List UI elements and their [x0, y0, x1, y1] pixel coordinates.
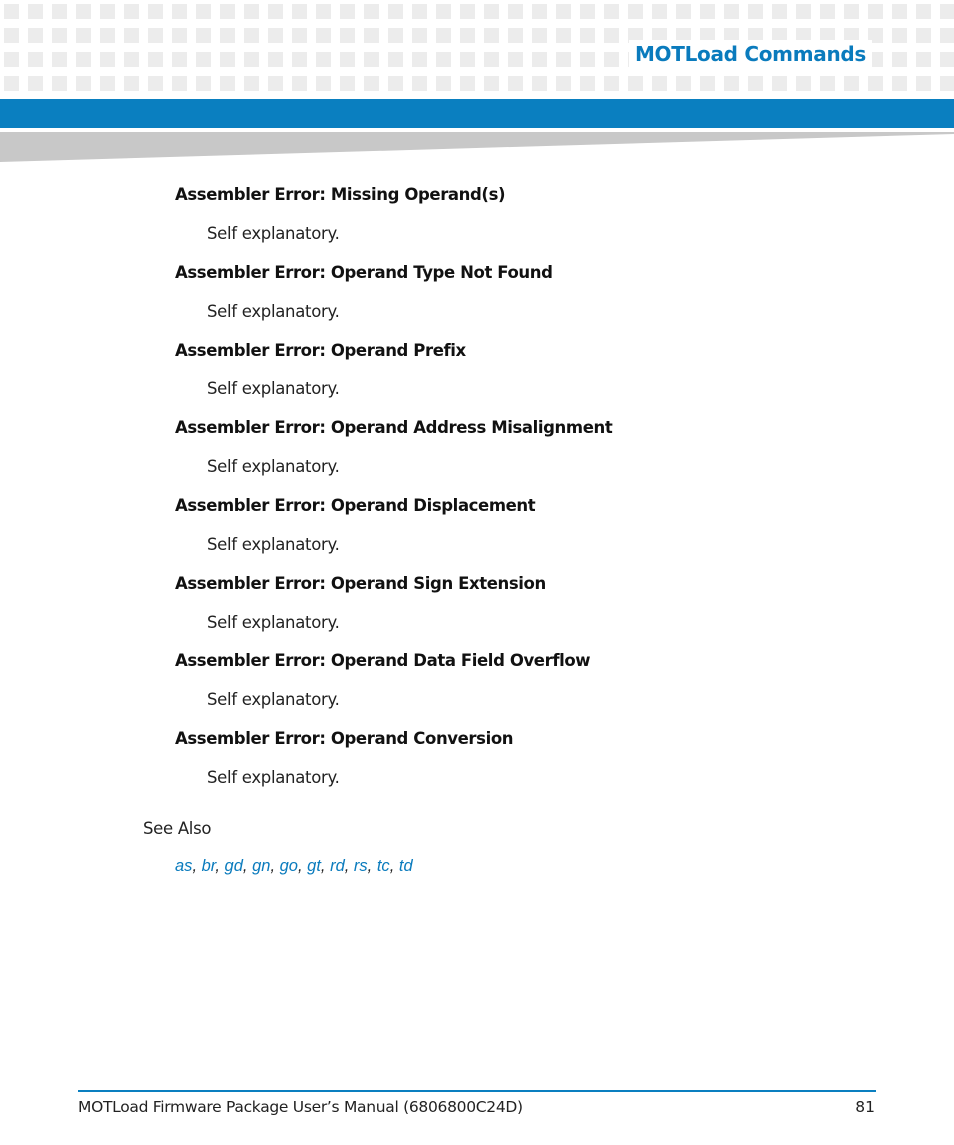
header-pattern-square — [4, 28, 19, 43]
link-tc[interactable]: tc — [376, 857, 390, 875]
header-pattern-square — [580, 4, 595, 19]
header-pattern-square — [772, 4, 787, 19]
link-separator: , — [270, 857, 280, 875]
header-pattern-square — [796, 4, 811, 19]
header-pattern-square — [124, 4, 139, 19]
header-pattern-square — [604, 52, 619, 67]
header-pattern-square — [556, 76, 571, 91]
link-gd[interactable]: gd — [224, 857, 243, 875]
header-pattern-square — [268, 4, 283, 19]
header-pattern-square — [628, 76, 643, 91]
header-pattern-square — [388, 52, 403, 67]
header-pattern-square — [892, 4, 907, 19]
header-pattern-square — [100, 76, 115, 91]
header-pattern-square — [220, 4, 235, 19]
header-pattern-square — [52, 28, 67, 43]
header-pattern-square — [940, 76, 954, 91]
header-pattern-square — [172, 76, 187, 91]
header-pattern-square — [196, 4, 211, 19]
header-pattern-square — [28, 52, 43, 67]
header-pattern-square — [652, 76, 667, 91]
link-gt[interactable]: gt — [307, 857, 321, 875]
header-pattern-square — [508, 4, 523, 19]
header-pattern-square — [4, 52, 19, 67]
error-entry-title: Assembler Error: Operand Address Misalignment — [175, 418, 613, 437]
header-pattern-square — [724, 76, 739, 91]
header-pattern-square — [556, 28, 571, 43]
header-pattern-square — [916, 4, 931, 19]
header-pattern-square — [412, 4, 427, 19]
header-pattern-square — [340, 52, 355, 67]
header-pattern-square — [340, 28, 355, 43]
link-separator: , — [320, 857, 331, 875]
header-pattern-square — [124, 28, 139, 43]
header-pattern-square — [148, 52, 163, 67]
header-pattern-square — [436, 4, 451, 19]
header-pattern-square — [940, 52, 954, 67]
header-pattern-square — [412, 76, 427, 91]
error-entry-description: Self explanatory. — [207, 302, 340, 321]
header-pattern-square — [748, 4, 763, 19]
header-pattern-square — [388, 76, 403, 91]
header-pattern-square — [580, 28, 595, 43]
see-also-heading: See Also — [143, 819, 212, 838]
header-pattern-square — [52, 4, 67, 19]
header-pattern-square — [76, 76, 91, 91]
header-pattern-square — [532, 52, 547, 67]
header-pattern-square — [4, 4, 19, 19]
header-pattern-square — [556, 4, 571, 19]
header-pattern-square — [460, 52, 475, 67]
header-pattern-square — [268, 52, 283, 67]
header-pattern-square — [916, 52, 931, 67]
header-pattern-square — [508, 76, 523, 91]
header-pattern-square — [916, 76, 931, 91]
header-pattern-square — [100, 4, 115, 19]
link-td[interactable]: td — [398, 857, 413, 875]
header-pattern-square — [364, 76, 379, 91]
error-entry-title: Assembler Error: Operand Prefix — [175, 341, 466, 360]
error-entry-description: Self explanatory. — [207, 768, 340, 787]
header-pattern-square — [940, 4, 954, 19]
header-pattern-square — [460, 76, 475, 91]
link-separator: , — [367, 857, 377, 875]
header-pattern-square — [292, 52, 307, 67]
header-pattern-square — [628, 4, 643, 19]
error-entry-title: Assembler Error: Operand Sign Extension — [175, 574, 546, 593]
header-pattern-square — [220, 76, 235, 91]
header-pattern-square — [652, 4, 667, 19]
header-pattern-square — [532, 28, 547, 43]
header-pattern-square — [892, 28, 907, 43]
footer-page-number: 81 — [855, 1098, 875, 1116]
header-pattern-square — [316, 4, 331, 19]
error-entry-title: Assembler Error: Operand Data Field Overflow — [175, 651, 591, 670]
header-pattern-square — [28, 28, 43, 43]
header-pattern-square — [268, 28, 283, 43]
header-pattern-square — [340, 76, 355, 91]
header-pattern-square — [412, 28, 427, 43]
header-pattern-square — [244, 28, 259, 43]
header-pattern-square — [436, 28, 451, 43]
header-pattern-square — [484, 52, 499, 67]
header-pattern-square — [604, 4, 619, 19]
error-entry-description: Self explanatory. — [207, 457, 340, 476]
header-pattern-square — [724, 4, 739, 19]
error-entry-description: Self explanatory. — [207, 379, 340, 398]
error-entry-description: Self explanatory. — [207, 224, 340, 243]
link-separator: , — [344, 857, 354, 875]
header-pattern-square — [940, 28, 954, 43]
header-blue-band — [0, 99, 954, 128]
header-pattern-square — [916, 28, 931, 43]
header-pattern-square — [292, 76, 307, 91]
header-pattern-square — [316, 52, 331, 67]
header-pattern-square — [868, 4, 883, 19]
header-pattern-square — [532, 76, 547, 91]
error-entry-title: Assembler Error: Operand Conversion — [175, 729, 514, 748]
header-pattern-square — [172, 4, 187, 19]
header-pattern-square — [268, 76, 283, 91]
link-separator: , — [242, 857, 253, 875]
header-pattern-square — [148, 28, 163, 43]
error-entry-description: Self explanatory. — [207, 535, 340, 554]
header-pattern-square — [748, 76, 763, 91]
header-pattern-square — [100, 52, 115, 67]
header-pattern-square — [556, 52, 571, 67]
header-pattern-square — [292, 28, 307, 43]
header-pattern-square — [196, 52, 211, 67]
header-pattern-square — [148, 76, 163, 91]
header-pattern-square — [244, 52, 259, 67]
header-pattern-square — [364, 52, 379, 67]
header-pattern-square — [316, 76, 331, 91]
header-pattern-square — [124, 52, 139, 67]
header-pattern-square — [580, 52, 595, 67]
header-pattern-square — [52, 76, 67, 91]
header-pattern-square — [364, 28, 379, 43]
header-pattern-square — [244, 4, 259, 19]
header-pattern-square — [700, 4, 715, 19]
header-pattern-square — [388, 4, 403, 19]
header-pattern-square — [892, 52, 907, 67]
header-pattern-square — [820, 76, 835, 91]
header-pattern-square — [604, 76, 619, 91]
header-pattern-square — [412, 52, 427, 67]
header-pattern-square — [436, 76, 451, 91]
header-pattern-square — [436, 52, 451, 67]
header-pattern-square — [316, 28, 331, 43]
link-br[interactable]: br — [201, 857, 216, 875]
header-pattern-square — [676, 76, 691, 91]
header-pattern-square — [28, 76, 43, 91]
header-pattern-square — [220, 52, 235, 67]
header-pattern-square — [460, 4, 475, 19]
link-gn[interactable]: gn — [252, 857, 271, 875]
header-pattern-square — [820, 4, 835, 19]
header-pattern-square — [148, 4, 163, 19]
link-separator: , — [297, 857, 308, 875]
link-separator: , — [215, 857, 225, 875]
header-pattern-square — [76, 28, 91, 43]
header-pattern-square — [388, 28, 403, 43]
link-separator: , — [389, 857, 399, 875]
error-entry-title: Assembler Error: Missing Operand(s) — [175, 185, 506, 204]
header-pattern-square — [100, 28, 115, 43]
footer-manual-title: MOTLoad Firmware Package User’s Manual (6806800C24D) — [78, 1098, 523, 1116]
header-pattern-square — [484, 76, 499, 91]
header-pattern-square — [4, 76, 19, 91]
header-pattern-square — [28, 4, 43, 19]
page-section-title: MOTLoad Commands — [629, 40, 872, 68]
error-entry-title: Assembler Error: Operand Type Not Found — [175, 263, 553, 282]
header-pattern-square — [220, 28, 235, 43]
header-pattern-square — [700, 76, 715, 91]
header-pattern-square — [76, 4, 91, 19]
header-pattern-square — [460, 28, 475, 43]
header-pattern-square — [508, 28, 523, 43]
header-pattern-square — [532, 4, 547, 19]
header-pattern-square — [292, 4, 307, 19]
header-gray-wedge — [0, 128, 954, 164]
header-pattern-square — [772, 76, 787, 91]
error-entry-description: Self explanatory. — [207, 613, 340, 632]
link-go[interactable]: go — [279, 857, 298, 875]
link-rs[interactable]: rs — [353, 857, 368, 875]
header-pattern-square — [604, 28, 619, 43]
error-entry-title: Assembler Error: Operand Displacement — [175, 496, 536, 515]
header-pattern-square — [580, 76, 595, 91]
header-pattern-square — [124, 76, 139, 91]
error-entry-description: Self explanatory. — [207, 690, 340, 709]
header-pattern-square — [196, 28, 211, 43]
see-also-links — [175, 857, 413, 876]
header-pattern-square — [868, 76, 883, 91]
footer-rule — [78, 1090, 876, 1092]
header-pattern-square — [484, 4, 499, 19]
header-pattern-square — [844, 4, 859, 19]
header-pattern-square — [76, 52, 91, 67]
header-pattern-square — [892, 76, 907, 91]
link-rd[interactable]: rd — [330, 857, 345, 875]
header-pattern-square — [52, 52, 67, 67]
header-pattern-square — [172, 28, 187, 43]
header-pattern-square — [508, 52, 523, 67]
header-pattern-square — [844, 76, 859, 91]
header-pattern-square — [340, 4, 355, 19]
header-pattern-square — [676, 4, 691, 19]
header-pattern-square — [172, 52, 187, 67]
header-pattern-square — [796, 76, 811, 91]
link-as[interactable]: as — [175, 857, 193, 875]
header-pattern-square — [244, 76, 259, 91]
link-separator: , — [192, 857, 202, 875]
header-pattern-square — [196, 76, 211, 91]
header-pattern-square — [484, 28, 499, 43]
header-pattern-square — [364, 4, 379, 19]
